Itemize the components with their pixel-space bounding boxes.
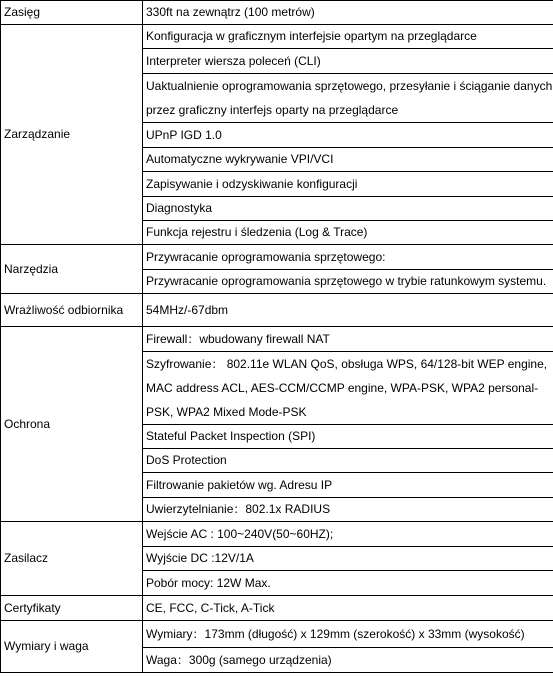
spec-value: Konfiguracja w graficznym interfejsie opartym na przeglądarce [143,25,553,49]
spec-value: Filtrowanie pakietów wg. Adresu IP [143,473,553,498]
table-row [1,596,553,621]
spec-value: Wyjście DC :12V/1A [143,547,553,571]
spec-value: Uwierzytelnianie：802.1x RADIUS [143,498,553,522]
row-label-tools: Narzędzia [1,245,143,294]
row-label-receiver-sensitivity: Wrażliwość odbiornika [1,294,143,327]
table-row [1,522,553,547]
row-label-certificates: Certyfikaty [1,596,143,621]
spec-value: UPnP IGD 1.0 [143,123,553,148]
spec-value: Funkcja rejestru i śledzenia (Log & Trace) [143,221,553,245]
spec-value: 54MHz/-67dbm [143,294,553,327]
spec-value: Waga：300g (samego urządzenia) [143,648,553,673]
table-row [1,621,553,648]
table-row [1,1,553,25]
spec-value: Zapisywanie i odzyskiwanie konfiguracji [143,172,553,197]
spec-value: Stateful Packet Inspection (SPI) [143,425,553,449]
spec-value: 330ft na zewnątrz (100 metrów) [143,1,553,25]
spec-value: Automatyczne wykrywanie VPI/VCI [143,148,553,172]
spec-value: Interpreter wiersza poleceń (CLI) [143,49,553,74]
spec-value: Uaktualnienie oprogramowania sprzętowego, przesyłanie i ściąganie danych przez graficzny interfejs oparty na przeglądarce [143,74,553,123]
spec-value: Wejście AC : 100~240V(50~60HZ); [143,522,553,547]
spec-value: Firewall：wbudowany firewall NAT [143,327,553,352]
spec-value: DoS Protection [143,449,553,473]
table-row [1,245,553,270]
row-label-dimensions-weight: Wymiary i waga [1,621,143,673]
spec-value: Diagnostyka [143,197,553,221]
spec-value: Wymiary：173mm (długość) x 129mm (szerokość) x 33mm (wysokość) [143,621,553,648]
spec-value: Przywracanie oprogramowania sprzętowego: [143,245,553,270]
row-label-protection: Ochrona [1,327,143,522]
row-label-power-supply: Zasilacz [1,522,143,596]
table-row [1,327,553,352]
spec-value: CE, FCC, C-Tick, A-Tick [143,596,553,621]
table-row [1,294,553,327]
spec-value: Szyfrowanie： 802.11e WLAN QoS, obsługa WPS, 64/128-bit WEP engine, MAC address ACL, AES-CCM/CCMP engine, WPA-PSK, WPA2 personal-PSK, WPA2 Mixed Mode-PSK [143,352,553,425]
row-label-management: Zarządzanie [1,25,143,245]
row-label-range: Zasięg [1,1,143,25]
table-row [1,25,553,49]
spec-value: Przywracanie oprogramowania sprzętowego w trybie ratunkowym systemu. [143,270,553,294]
spec-value: Pobór mocy: 12W Max. [143,571,553,596]
